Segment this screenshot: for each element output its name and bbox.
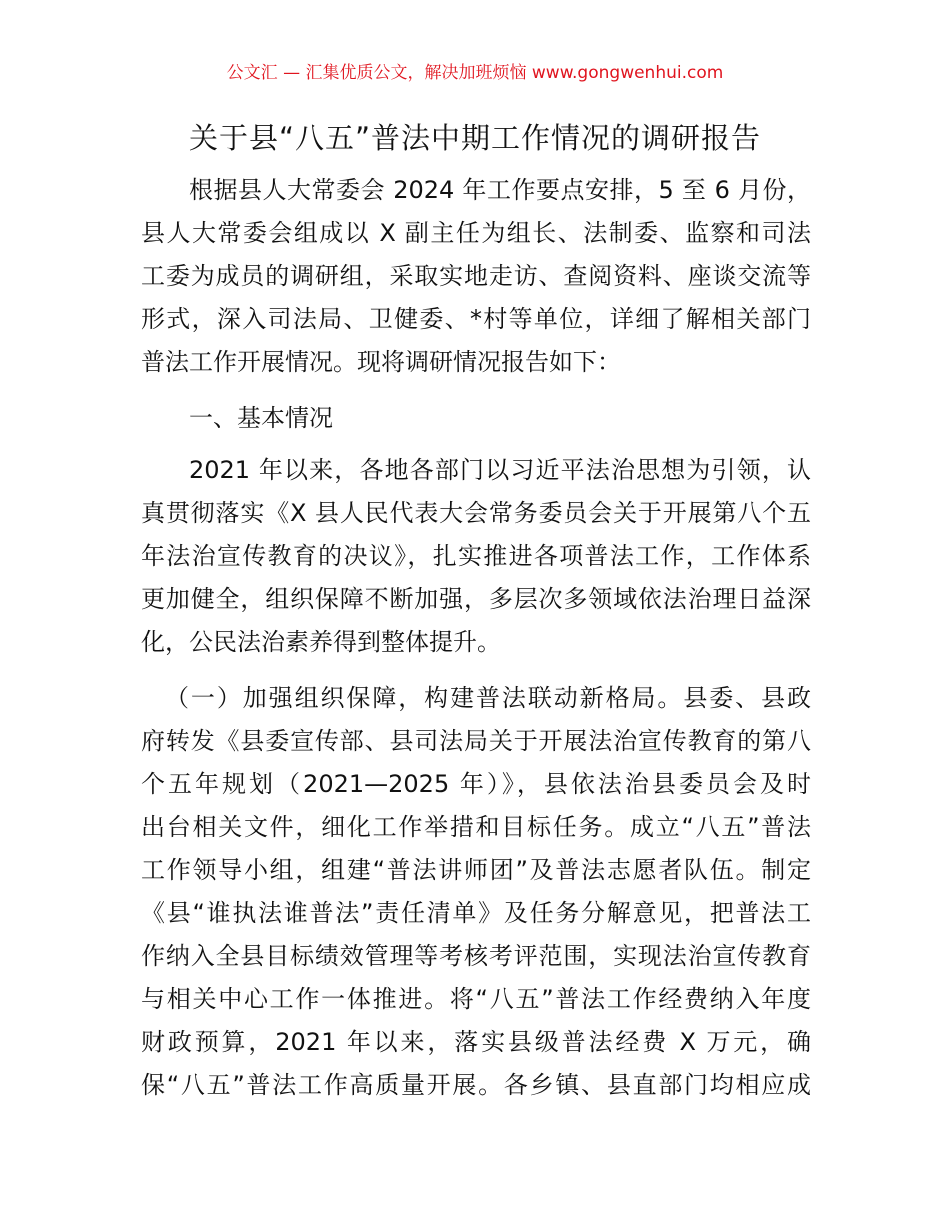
text-line: 出台相关文件，细化工作举措和目标任务。成立“八五”普法 bbox=[141, 813, 811, 841]
section-heading: 一、基本情况 bbox=[189, 404, 333, 432]
text-line: 县人大常委会组成以 X 副主任为组长、法制委、监察和司法 bbox=[141, 219, 811, 247]
text-line: 个五年规划（2021—2025 年）》，县依法治县委员会及时 bbox=[141, 770, 811, 798]
watermark-header: 公文汇 — 汇集优质公文，解决加班烦恼 www.gongwenhui.com bbox=[226, 63, 724, 83]
text-line: 财政预算，2021 年以来，落实县级普法经费 X 万元，确 bbox=[141, 1028, 811, 1056]
text-line: 更加健全，组织保障不断加强，多层次多领域依法治理日益深 bbox=[141, 585, 811, 613]
text-line: 工作领导小组，组建“普法讲师团”及普法志愿者队伍。制定 bbox=[141, 856, 811, 884]
text-line: 化，公民法治素养得到整体提升。 bbox=[141, 628, 501, 656]
text-line: 形式，深入司法局、卫健委、*村等单位，详细了解相关部门 bbox=[141, 305, 811, 333]
text-line: 根据县人大常委会 2024 年工作要点安排，5 至 6 月份， bbox=[189, 176, 811, 204]
text-line: 真贯彻落实《X 县人民代表大会常务委员会关于开展第八个五 bbox=[141, 499, 811, 527]
text-line: 2021 年以来，各地各部门以习近平法治思想为引领，认 bbox=[189, 456, 811, 484]
text-line: 府转发《县委宣传部、县司法局关于开展法治宣传教育的第八 bbox=[141, 727, 811, 755]
text-line: 工委为成员的调研组，采取实地走访、查阅资料、座谈交流等 bbox=[141, 262, 811, 290]
document-title: 关于县“八五”普法中期工作情况的调研报告 bbox=[188, 121, 762, 155]
text-line: 年法治宣传教育的决议》，扎实推进各项普法工作，工作体系 bbox=[141, 542, 811, 570]
text-line: 普法工作开展情况。现将调研情况报告如下： bbox=[141, 348, 621, 376]
text-line: 与相关中心工作一体推进。将“八五”普法工作经费纳入年度 bbox=[141, 985, 811, 1013]
text-line: （一）加强组织保障，构建普法联动新格局。县委、县政 bbox=[165, 684, 811, 712]
text-line: 作纳入全县目标绩效管理等考核考评范围，实现法治宣传教育 bbox=[141, 942, 811, 970]
text-line: 保“八五”普法工作高质量开展。各乡镇、县直部门均相应成 bbox=[141, 1071, 811, 1099]
text-line: 《县“谁执法谁普法”责任清单》及任务分解意见，把普法工 bbox=[141, 899, 811, 927]
